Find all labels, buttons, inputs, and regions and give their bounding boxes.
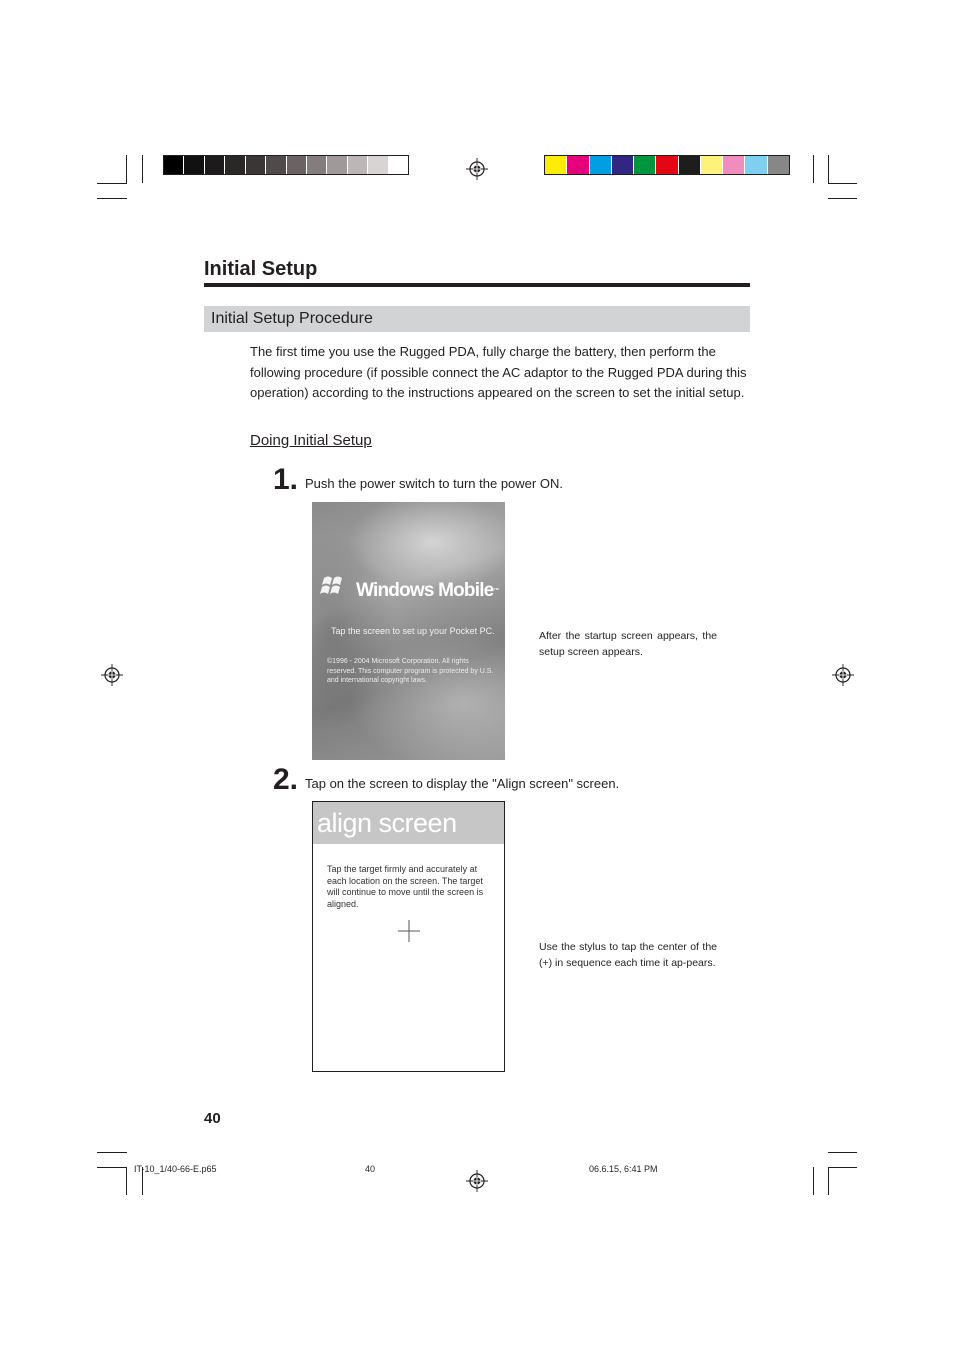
color-swatch [633, 156, 655, 174]
process-color-bar [544, 155, 790, 175]
setup-prompt: Tap the screen to set up your Pocket PC. [331, 626, 495, 636]
step-caption: Use the stylus to tap the center of the (+) in sequence each time it ap-pears. [539, 941, 717, 969]
color-swatch [545, 156, 566, 174]
copyright-notice: ©1996 - 2004 Microsoft Corporation. All rights reserved. This computer program is protected by U.S. and international copyright laws. [327, 658, 494, 684]
color-swatch [655, 156, 677, 174]
color-swatch [286, 156, 306, 174]
crop-mark [97, 198, 127, 199]
footer-datetime: 06.6.15, 6:41 PM [589, 1164, 658, 1174]
color-swatch [245, 156, 265, 174]
trademark-mark: ™ [493, 588, 499, 594]
color-swatch [347, 156, 367, 174]
step-caption: After the startup screen appears, the setup screen appears. [539, 630, 717, 658]
color-swatch [164, 156, 183, 174]
crop-mark [828, 1152, 857, 1153]
crop-mark [828, 183, 857, 184]
crop-mark [97, 1167, 127, 1168]
color-swatch [326, 156, 346, 174]
step-text: Tap on the screen to display the "Align screen" screen. [305, 776, 620, 791]
color-swatch [367, 156, 387, 174]
crop-mark [828, 1167, 829, 1195]
footer-file: IT-10_1/40-66-E.p65 [134, 1164, 217, 1174]
color-swatch [767, 156, 789, 174]
crop-mark [97, 183, 127, 184]
crop-mark [126, 155, 127, 183]
brand-name: Windows Mobile [356, 580, 494, 601]
footer-page: 40 [365, 1164, 376, 1174]
color-swatch [566, 156, 588, 174]
registration-mark-icon [466, 1170, 488, 1192]
registration-mark-icon [832, 664, 854, 686]
page-title: Initial Setup [204, 258, 318, 280]
align-screen-screenshot [312, 801, 505, 1072]
crop-mark [828, 1167, 857, 1168]
align-instructions: Tap the target firmly and accurately at each location on the screen. The target will continue to move until the screen is aligned. [327, 864, 484, 910]
color-swatch [678, 156, 700, 174]
startup-screen-screenshot [312, 502, 505, 760]
crop-mark [828, 198, 857, 199]
crop-mark [126, 1167, 127, 1195]
title-rule [204, 283, 750, 287]
color-swatch [611, 156, 633, 174]
crop-mark [97, 1152, 127, 1153]
crop-mark [813, 155, 814, 183]
color-swatch [306, 156, 326, 174]
crop-mark [813, 1167, 814, 1195]
grayscale-color-bar [163, 155, 409, 175]
section-title: Initial Setup Procedure [211, 310, 373, 327]
color-swatch [265, 156, 285, 174]
page-number: 40 [204, 1110, 221, 1127]
step-number: 2. [273, 763, 299, 796]
subheading: Doing Initial Setup [250, 432, 372, 449]
color-swatch [388, 156, 408, 174]
color-swatch [722, 156, 744, 174]
align-screen-title: align screen [317, 808, 457, 838]
step-text: Push the power switch to turn the power ON. [305, 476, 563, 491]
registration-mark-icon [466, 158, 488, 180]
registration-mark-icon [101, 664, 123, 686]
crosshair-icon [398, 920, 420, 942]
color-swatch [204, 156, 224, 174]
color-swatch [224, 156, 244, 174]
color-swatch [744, 156, 766, 174]
step-number: 1. [273, 463, 299, 496]
intro-paragraph: The first time you use the Rugged PDA, fully charge the battery, then perform the following procedure (if possible connect the AC adaptor to the Rugged PDA during this operation) according to the instructions appeared on the screen to set the initial setup. [250, 344, 747, 401]
color-swatch [589, 156, 611, 174]
windows-mobile-brand [356, 580, 499, 602]
crop-mark [142, 155, 143, 183]
color-swatch [700, 156, 722, 174]
crop-mark [828, 155, 829, 183]
color-swatch [183, 156, 203, 174]
windows-flag-icon [320, 572, 346, 602]
